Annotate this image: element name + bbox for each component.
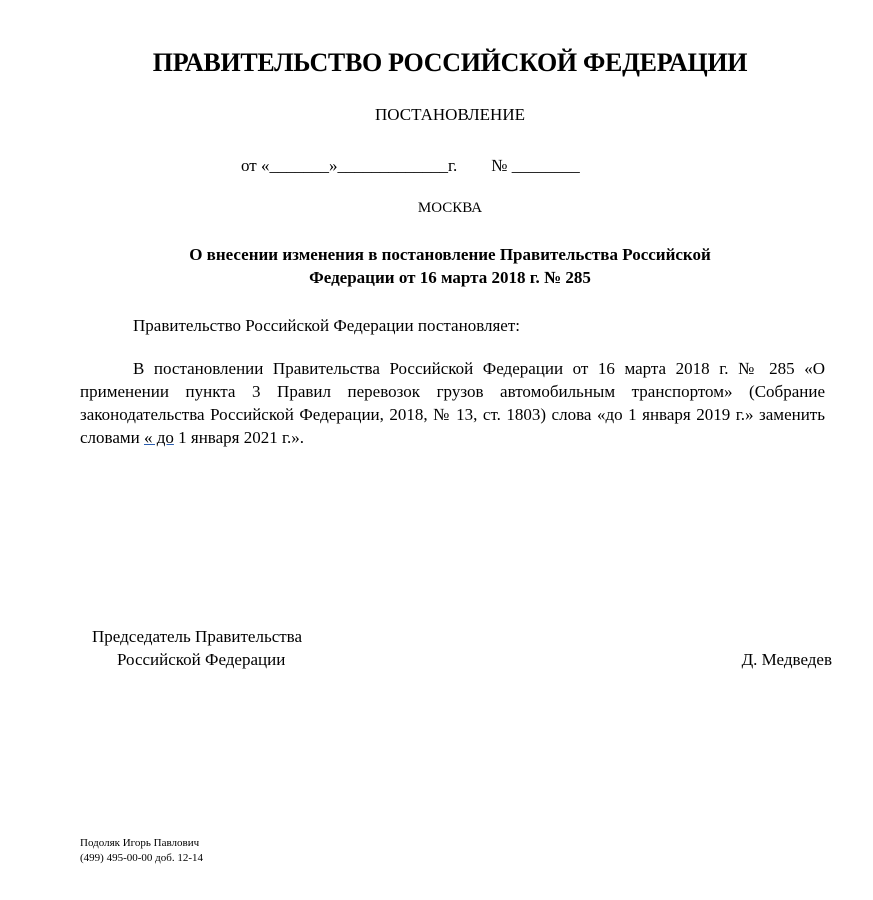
main-paragraph: [80, 357, 825, 449]
city-name: МОСКВА: [417, 200, 483, 216]
document-authority-title: ПРАВИТЕЛЬСТВО РОССИЙСКОЙ ФЕДЕРАЦИИ: [152, 48, 748, 77]
subject-line-2: Федерации от 16 марта 2018 г. № 285: [309, 268, 591, 287]
document-subject: [80, 243, 820, 289]
document-type: ПОСТАНОВЛЕНИЕ: [374, 105, 525, 124]
signatory-position: [92, 625, 302, 671]
signatory-name: Д. Медведев: [741, 650, 832, 669]
date-number-line: от «_______»_____________г. № ________: [241, 156, 580, 175]
executor-name: Подоляк Игорь Павлович: [80, 837, 200, 849]
underlined-phrase[interactable]: « до: [143, 428, 174, 447]
main-text-before: В постановлении Правительства Российской Федерации от 16 марта 2018 г. № 285 «О применении пункта 3 Правил перевозок грузов автомобильным транспортом» (Собрание законодательства Российской Федерации, 2018, № 13, ст. 1803) слова «до 1 января 2019 г.» заменить словами: [80, 359, 825, 447]
signatory-position-line-1: Председатель Правительства: [92, 627, 303, 646]
intro-paragraph: Правительство Российской Федерации постановляет:: [133, 316, 521, 335]
executor-phone: (499) 495-00-00 доб. 12-14: [80, 852, 204, 864]
executor-contact: [80, 836, 203, 866]
signatory-position-line-2: Российской Федерации: [117, 650, 286, 669]
subject-line-1: О внесении изменения в постановление Правительства Российской: [189, 245, 711, 264]
main-text-after: 1 января 2021 г.».: [173, 428, 305, 447]
